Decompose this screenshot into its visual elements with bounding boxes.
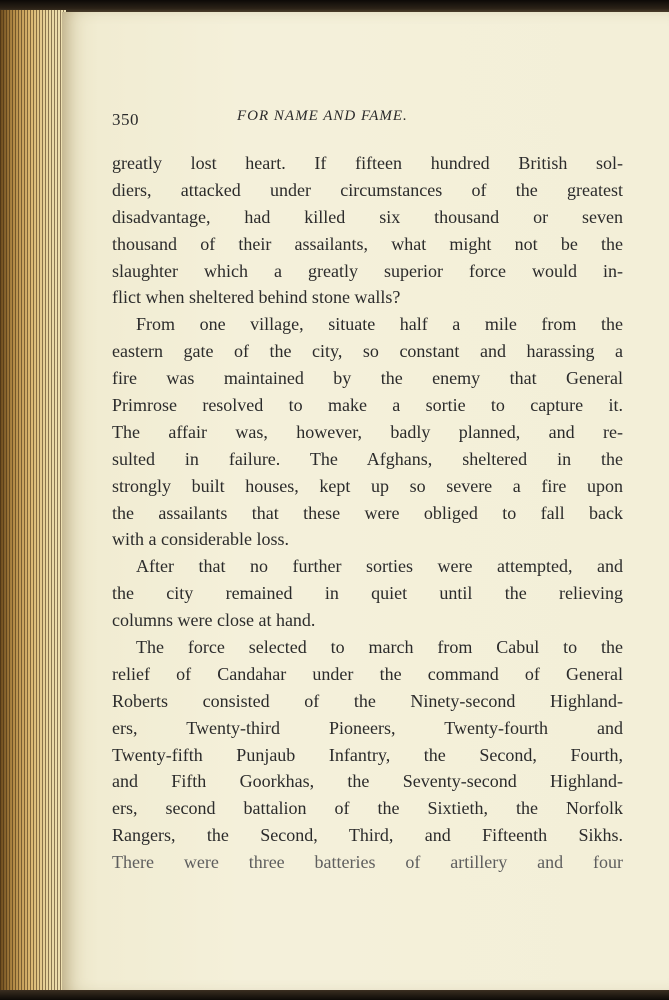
text-line: the assailants that these were obliged to fall back — [112, 502, 623, 523]
text-line: ers, second battalion of the Sixtieth, the Norfolk — [112, 798, 623, 819]
page-header — [112, 104, 562, 130]
text-line: sulted in failure. The Afghans, sheltered in the — [112, 448, 623, 469]
text-line: and Fifth Goorkhas, the Seventy-second Highland- — [112, 771, 623, 792]
text-line: The affair was, however, badly planned, and re- — [112, 421, 623, 442]
text-line: with a considerable loss. — [112, 529, 289, 550]
text-line: There were three batteries of artillery and four — [112, 852, 623, 873]
text-line: columns were close at hand. — [112, 610, 316, 631]
text-line: fire was maintained by the enemy that General — [112, 368, 623, 389]
book-bottom-edge — [0, 990, 669, 1000]
text-line: greatly lost heart. If fifteen hundred British sol- — [112, 153, 623, 173]
text-line: the city remained in quiet until the relieving — [112, 583, 623, 604]
text-line: thousand of their assailants, what might not be the — [112, 233, 623, 254]
paragraph-first-line: From one village, situate half a mile from the — [136, 314, 623, 335]
text-line: relief of Candahar under the command of General — [112, 663, 623, 684]
text-line: flict when sheltered behind stone walls? — [112, 287, 401, 308]
page-number: 350 — [112, 110, 139, 129]
text-line: disadvantage, had killed six thousand or seven — [112, 206, 623, 227]
text-line: Rangers, the Second, Third, and Fifteenth Sikhs. — [112, 825, 623, 846]
text-line: Twenty-fifth Punjaub Infantry, the Second, Fourth, — [112, 744, 623, 765]
paragraph-first-line: The force selected to march from Cabul to the — [136, 637, 623, 658]
paragraph-first-line: After that no further sorties were attempted, and — [136, 556, 623, 577]
text-line: slaughter which a greatly superior force would in- — [112, 260, 623, 281]
text-line: diers, attacked under circumstances of the greatest — [112, 179, 623, 200]
text-line: strongly built houses, kept up so severe a fire upon — [112, 475, 623, 496]
text-line: ers, Twenty-third Pioneers, Twenty-fourth and — [112, 717, 623, 738]
running-head: FOR NAME AND FAME. — [237, 108, 408, 124]
page-stack-edge — [0, 10, 66, 994]
text-line: eastern gate of the city, so constant and harassing a — [112, 341, 623, 362]
body-text — [112, 150, 623, 876]
text-line: Roberts consisted of the Ninety-second Highland- — [112, 690, 623, 711]
text-line: Primrose resolved to make a sortie to capture it. — [112, 395, 623, 416]
